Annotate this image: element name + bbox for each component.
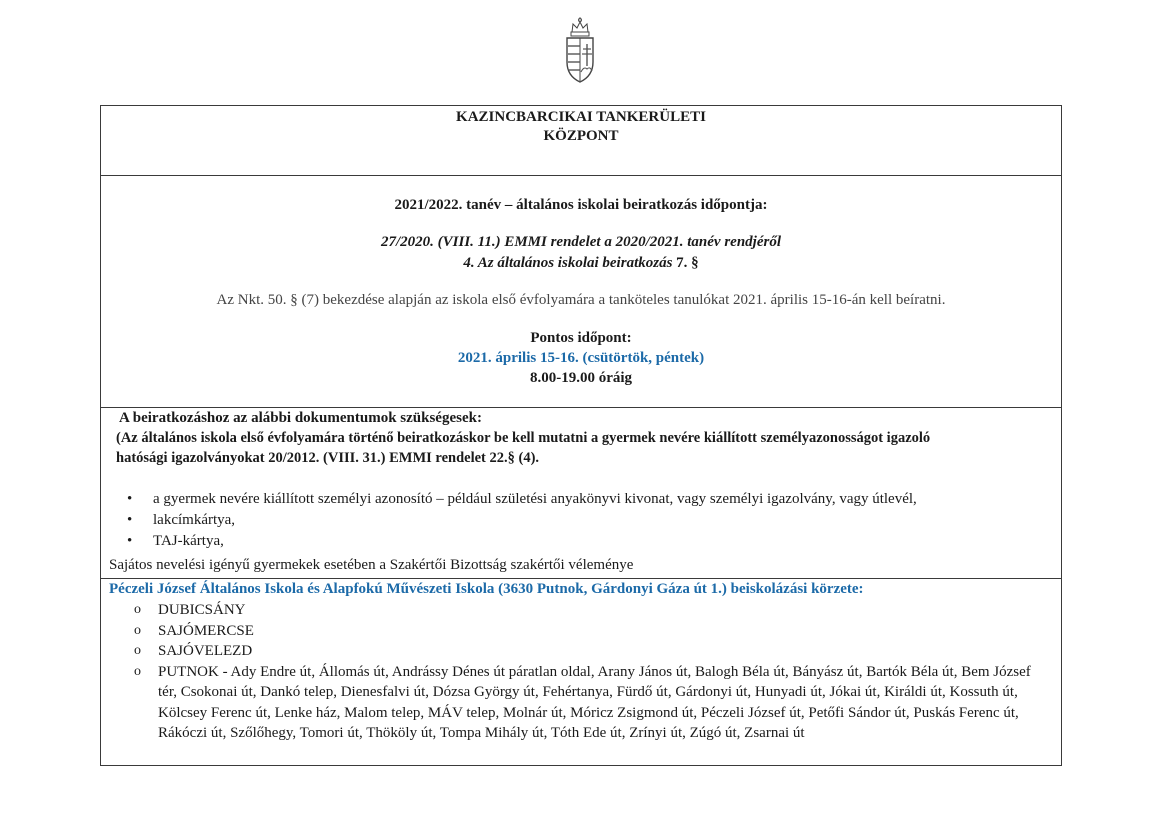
org-header-section bbox=[101, 106, 1061, 176]
legal-basis-text: Az Nkt. 50. § (7) bekezdése alapján az iskola első évfolyamára a tanköteles tanulókat 2021. április 15-16-án kell beíratni. bbox=[216, 292, 946, 308]
documents-note-line1: (Az általános iskola első évfolyamára történő beiratkozáskor be kell mutatni a gyermek nevére kiállított személyazonosságot igazoló bbox=[116, 430, 931, 446]
org-name-line2: KÖZPONT bbox=[543, 128, 619, 144]
exact-date: 2021. április 15-16. (csütörtök, péntek) bbox=[457, 350, 705, 366]
regulation-reference-title: 4. Az általános iskolai beiratkozás bbox=[463, 255, 673, 271]
list-item: o SAJÓVELEZD bbox=[101, 641, 1061, 662]
list-item: • a gyermek nevére kiállított személyi azonosító – például születési anyakönyvi kivonat, vagy személyi igazolvány, vagy útlevél, bbox=[101, 489, 1061, 510]
special-needs-note: Sajátos nevelési igényű gyermekek esetében a Szakértői Bizottság szakértői véleménye bbox=[109, 557, 634, 573]
documents-heading: A beiratkozáshoz az alábbi dokumentumok szükségesek: bbox=[119, 410, 482, 426]
documents-list bbox=[101, 489, 1061, 552]
documents-note-line2: hatósági igazolványokat 20/2012. (VIII. 31.) EMMI rendelet 22.§ (4). bbox=[116, 450, 540, 466]
district-section bbox=[101, 579, 1061, 767]
regulation-reference-line2 bbox=[101, 255, 1061, 272]
list-item: • lakcímkártya, bbox=[101, 510, 1061, 531]
enrollment-section bbox=[101, 176, 1061, 408]
list-item: o SAJÓMERCSE bbox=[101, 621, 1061, 642]
org-name-line1: KAZINCBARCIKAI TANKERÜLETI bbox=[456, 109, 706, 125]
coat-of-arms-icon bbox=[560, 14, 600, 84]
exact-hours: 8.00-19.00 óráig bbox=[529, 370, 633, 386]
exact-time-label: Pontos időpont: bbox=[530, 330, 632, 346]
district-list bbox=[101, 600, 1061, 744]
announcement-table bbox=[100, 105, 1062, 766]
list-item: o DUBICSÁNY bbox=[101, 600, 1061, 621]
documents-section bbox=[101, 408, 1061, 579]
district-heading: Péczeli József Általános Iskola és Alapfokú Művészeti Iskola (3630 Putnok, Gárdonyi Gáza út 1.) beiskolázási körzete: bbox=[109, 581, 864, 597]
list-item: • TAJ-kártya, bbox=[101, 531, 1061, 552]
list-item: o PUTNOK - Ady Endre út, Állomás út, Andrássy Dénes út páratlan oldal, Arany János út, Balogh Béla út, Bányász út, Bartók Béla út, Bem József tér, Csokonai út, Dankó telep, Dienesfalvi út, Dózsa György út, Fehértanya, Fürdő út, Gárdonyi út, Hunyadi út, Jókai út, Királdi út, Kossuth út, Kölcsey Ferenc út, Lenke ház, Malom telep, MÁV telep, Molnár út, Móricz Zsigmond út, Péczeli József út, Petőfi Sándor út, Puskás Ferenc út, Rákóczi út, Szőlőhegy, Tomori út, Thököly út, Tompa Mihály út, Tóth Ede út, Zrínyi út, Zúgó út, Zsarnai út bbox=[101, 662, 1061, 744]
regulation-reference-line1: 27/2020. (VIII. 11.) EMMI rendelet a 2020/2021. tanév rendjéről bbox=[380, 234, 781, 250]
enrollment-title: 2021/2022. tanév – általános iskolai beiratkozás időpontja: bbox=[394, 197, 768, 213]
regulation-reference-section: 7. § bbox=[672, 255, 699, 271]
